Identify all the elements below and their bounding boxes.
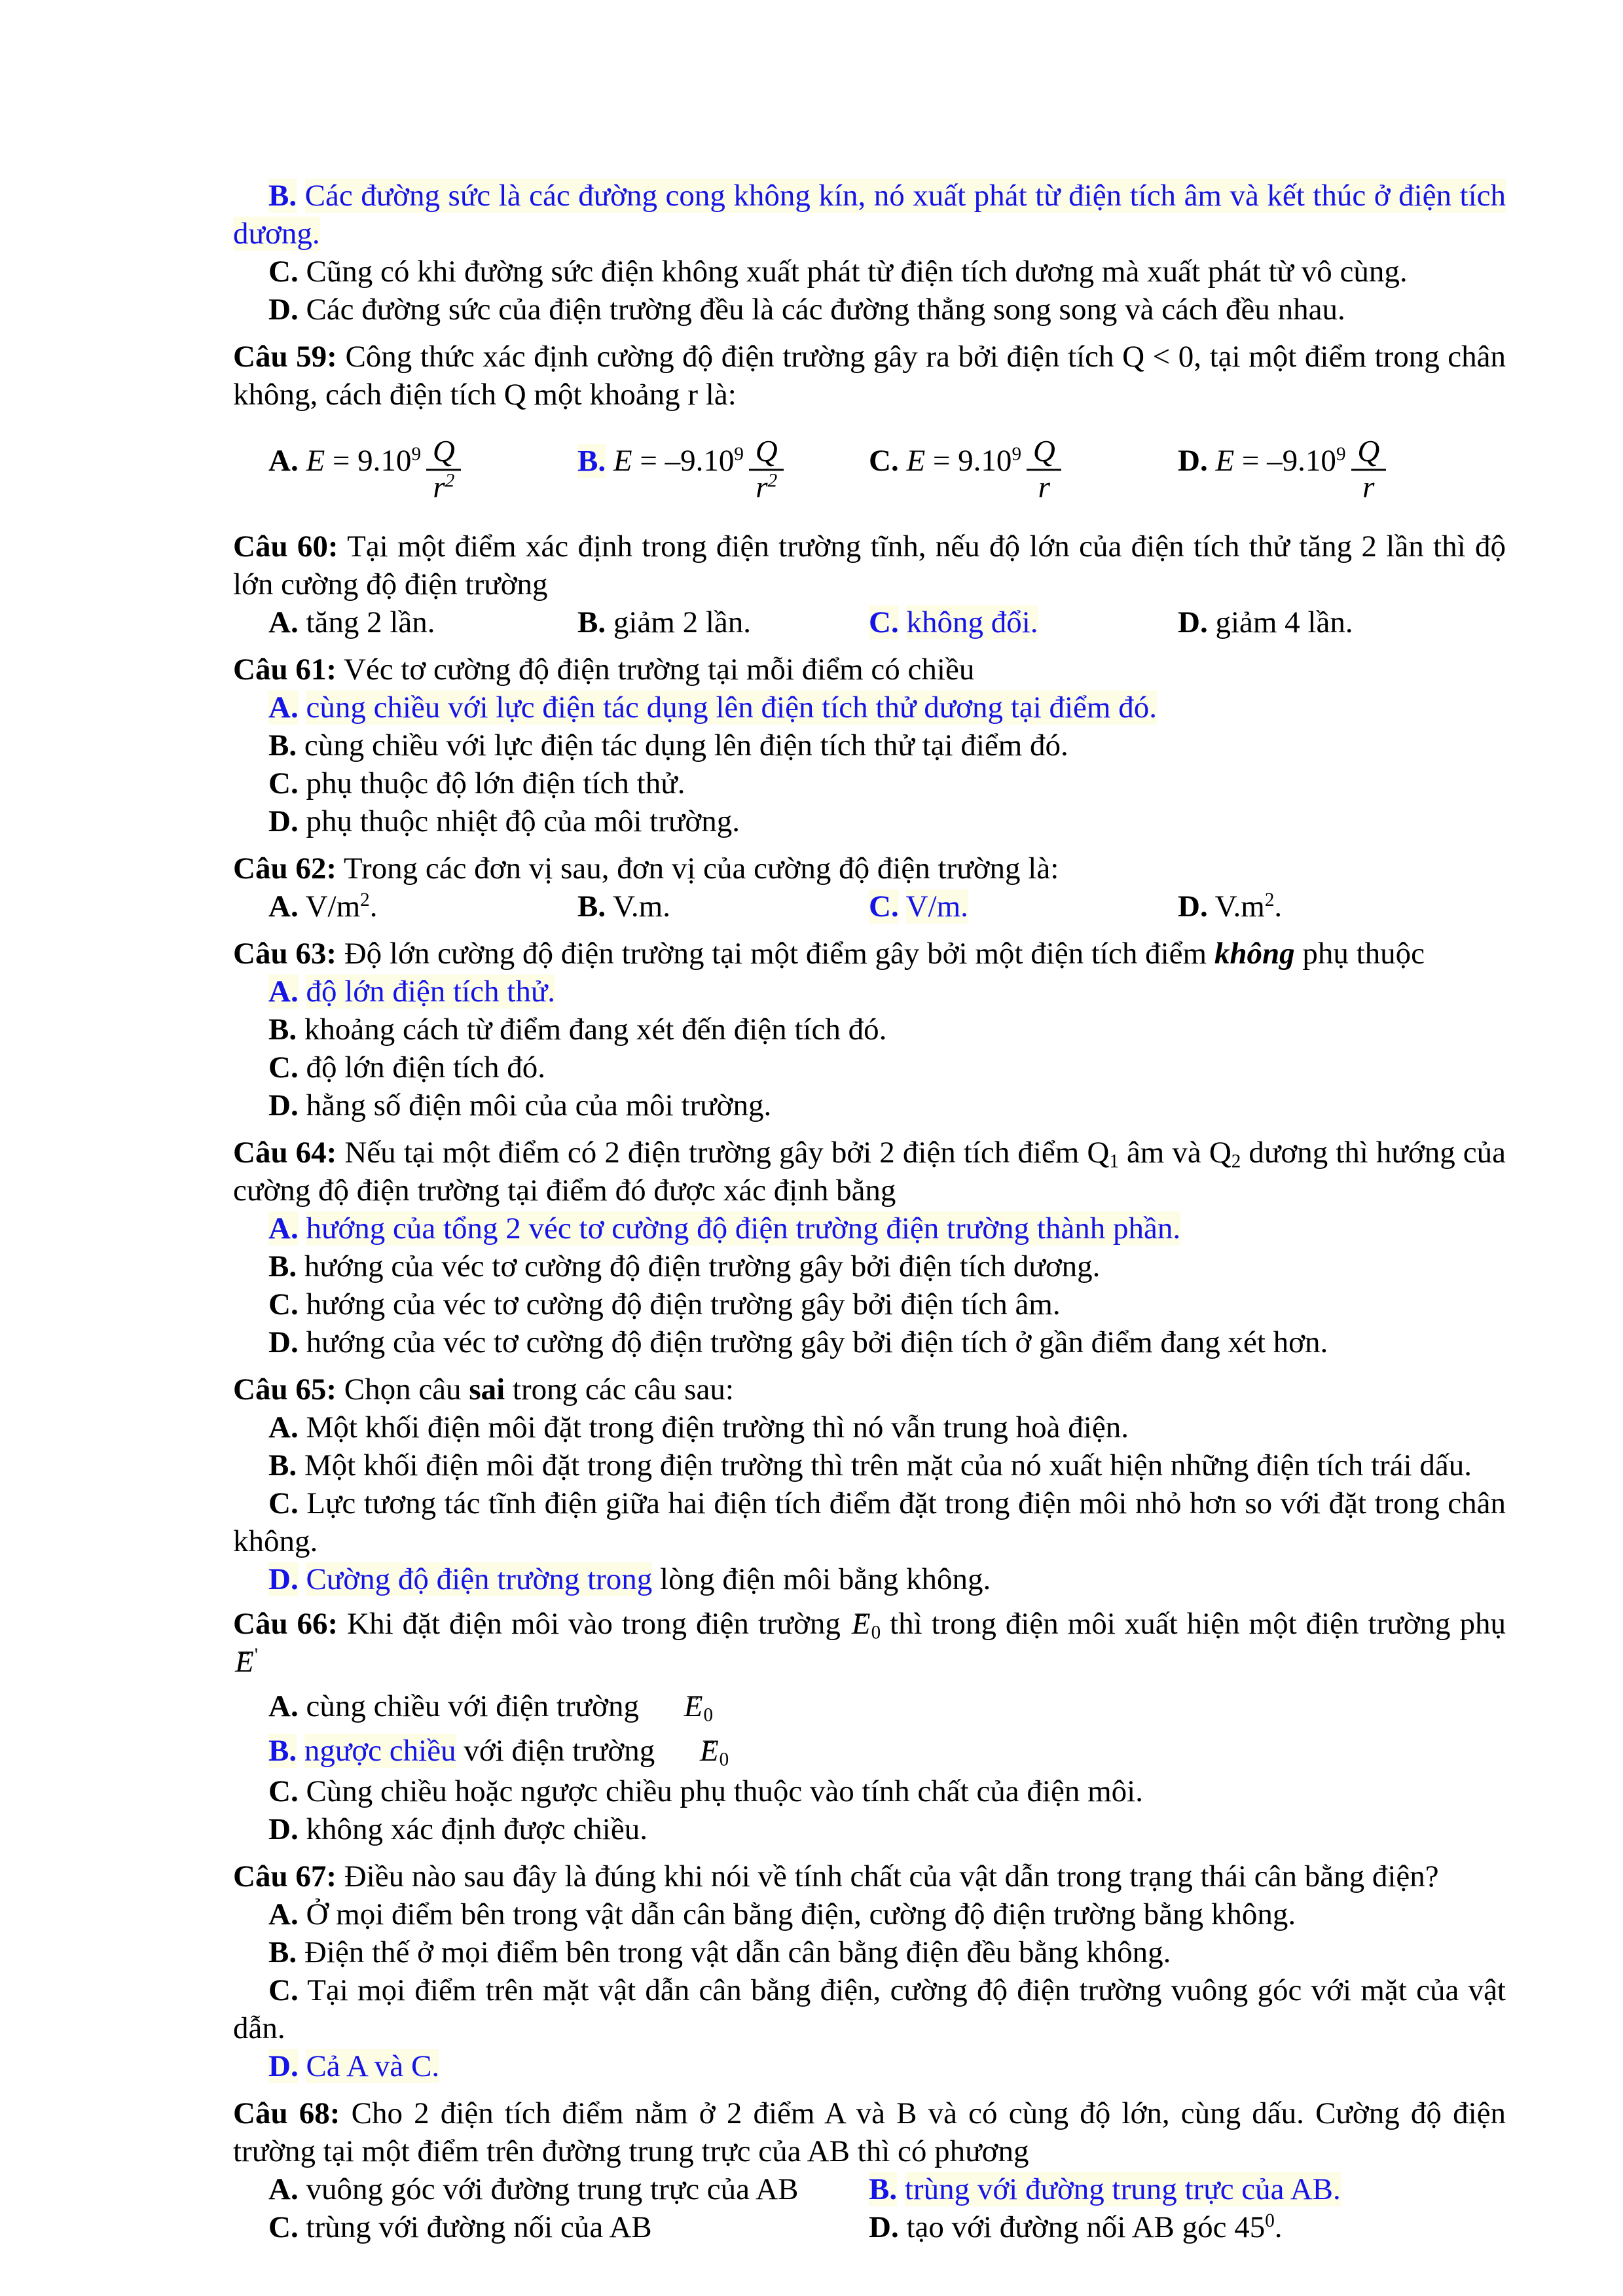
- answer-option: [233, 689, 1506, 726]
- text-segment: 9: [411, 444, 421, 465]
- option-label: D.: [268, 2049, 299, 2083]
- option-label: B.: [268, 1013, 297, 1047]
- text-segment: V.m.: [613, 889, 670, 924]
- option-label: C.: [268, 1287, 299, 1321]
- question-paragraph: [233, 1857, 1506, 1895]
- fraction: $\frac{Q}{r^2}$: [749, 435, 784, 503]
- vector-symbol: → $E_0$: [850, 1607, 881, 1641]
- text-segment: 1: [1109, 1151, 1119, 1172]
- question-paragraph: [233, 1371, 1506, 1408]
- question-paragraph: [233, 2094, 1506, 2170]
- text-segment: 2: [1264, 889, 1275, 910]
- options-row: [233, 888, 1506, 925]
- option-label: D.: [1178, 605, 1208, 639]
- text-segment: .: [1274, 889, 1283, 924]
- answer-option: [268, 2170, 798, 2208]
- vector-symbol: → $E_0$: [647, 1689, 713, 1723]
- option-label: A.: [268, 605, 299, 639]
- text-segment: giảm 2 lần.: [613, 605, 752, 639]
- fraction: $\frac{Q}{r}$: [1351, 435, 1386, 503]
- text-segment: 0: [1265, 2210, 1275, 2231]
- text-segment: Công thức xác định cường độ điện trường gây ra bởi điện tích Q < 0, tại một điểm trong chân không, cách điện tích Q một khoảng r là:: [233, 340, 1506, 412]
- answer-option: [1178, 435, 1386, 503]
- text-segment: âm và Q: [1118, 1136, 1231, 1170]
- text-segment: V/m.: [905, 889, 968, 924]
- option-label: A.: [268, 444, 299, 478]
- exam-body: [233, 177, 1506, 2246]
- option-label: B.: [268, 1448, 297, 1482]
- answer-option: [233, 2047, 1506, 2085]
- text-segment: 9: [734, 444, 744, 465]
- option-label: A.: [268, 691, 299, 725]
- text-segment: .: [369, 889, 378, 924]
- question-label: Câu 64:: [233, 1136, 337, 1170]
- answer-option: [869, 435, 1061, 503]
- option-label: B.: [577, 605, 606, 639]
- text-segment: Cường độ điện trường trong: [306, 1562, 653, 1596]
- text-segment: hằng số điện môi của của môi trường.: [306, 1088, 772, 1122]
- question-paragraph: [233, 935, 1506, 973]
- text-segment: Một khối điện môi đặt trong điện trường thì nó vẫn trung hoà điện.: [306, 1410, 1129, 1444]
- text-segment: = –9.10: [632, 444, 735, 478]
- option-label: A.: [268, 1897, 299, 1931]
- text-segment: Các đường sức của điện trường đều là các đường thẳng song song và cách đều nhau.: [306, 293, 1345, 327]
- answer-option: [869, 2208, 1283, 2246]
- answer-option: [233, 1247, 1506, 1285]
- text-segment: tạo với đường nối AB góc 45: [906, 2210, 1266, 2244]
- options-row: [233, 2208, 1506, 2246]
- text-segment: hướng của véc tơ cường độ điện trường gây bởi điện tích âm.: [306, 1287, 1061, 1321]
- option-label: A.: [268, 1211, 299, 1246]
- text-segment: không xác định được chiều.: [306, 1812, 647, 1846]
- text-segment: không đổi.: [906, 605, 1038, 639]
- answer-option: [233, 1732, 1506, 1770]
- answer-option: [577, 603, 751, 641]
- text-segment: thì trong điện môi xuất hiện một điện trường phụ: [881, 1607, 1506, 1641]
- text-segment: phụ thuộc: [1294, 937, 1425, 971]
- question-paragraph: [233, 850, 1506, 888]
- question-paragraph: [233, 338, 1506, 414]
- answer-option: [268, 2208, 652, 2246]
- text-segment: Tại một điểm xác định trong điện trường tĩnh, nếu độ lớn của điện tích thử tăng 2 lần thì độ lớn cường độ điện trường: [233, 529, 1506, 601]
- answer-option: [233, 1810, 1506, 1848]
- text-segment: phụ thuộc nhiệt độ của môi trường.: [306, 804, 740, 838]
- answer-option: [233, 1446, 1506, 1484]
- option-label: D.: [1178, 889, 1208, 924]
- answer-option: [233, 1687, 1506, 1725]
- answer-option: [233, 1895, 1506, 1933]
- answer-option: [233, 177, 1506, 253]
- answer-option: [869, 603, 1038, 641]
- option-label: D.: [268, 1325, 299, 1359]
- text-segment: hướng của véc tơ cường độ điện trường gây bởi điện tích dương.: [304, 1249, 1101, 1283]
- option-label: C.: [268, 1973, 299, 2007]
- text-segment: 2: [360, 889, 370, 910]
- option-label: B.: [268, 1249, 297, 1283]
- question-label: Câu 63:: [233, 937, 337, 971]
- question-paragraph: [233, 1134, 1506, 1210]
- text-segment: vuông góc với đường trung trực của AB: [306, 2172, 799, 2206]
- option-label: C.: [869, 444, 899, 478]
- option-label: B.: [268, 1935, 297, 1969]
- text-segment: hướng của véc tơ cường độ điện trường gây bởi điện tích ở gần điểm đang xét hơn.: [306, 1325, 1328, 1359]
- text-segment: độ lớn điện tích thử.: [306, 975, 556, 1009]
- text-segment: Véc tơ cường độ điện trường tại mỗi điểm có chiều: [343, 653, 975, 687]
- text-segment: = –9.10: [1234, 444, 1336, 478]
- answer-option: [233, 1049, 1506, 1086]
- text-segment: dương thì hướng của cường độ điện trường tại điểm đó được xác định bằng: [233, 1136, 1506, 1208]
- option-label: B.: [268, 179, 297, 213]
- text-segment: Nếu tại một điểm có 2 điện trường gây bởi 2 điện tích điểm Q: [344, 1136, 1110, 1170]
- answer-option: [233, 1971, 1506, 2047]
- text-segment: 2: [1231, 1151, 1241, 1172]
- options-row: [233, 603, 1506, 641]
- text-segment: trùng với đường trung trực của AB.: [904, 2172, 1341, 2206]
- text-segment: = 9.10: [325, 444, 412, 478]
- text-segment: Cho 2 điện tích điểm nằm ở 2 điểm A và B và có cùng độ lớn, cùng dấu. Cường độ điện trường tại một điểm trên đường trung trực của AB thì có phương: [233, 2096, 1506, 2168]
- text-segment: Cả A và C.: [306, 2049, 440, 2083]
- question-paragraph: [233, 528, 1506, 603]
- option-label: B.: [577, 889, 606, 924]
- text-segment: 9: [1012, 444, 1021, 465]
- question-label: Câu 62:: [233, 852, 337, 886]
- text-segment: cùng chiều với lực điện tác dụng lên điện tích thử tại điểm đó.: [304, 728, 1068, 762]
- option-label: B.: [268, 1734, 297, 1768]
- text-segment: trùng với đường nối của AB: [306, 2210, 652, 2244]
- answer-option: [1178, 603, 1353, 641]
- question-paragraph: [233, 651, 1506, 689]
- answer-option: [233, 1210, 1506, 1247]
- text-segment: Ở mọi điểm bên trong vật dẫn cân bằng điện, cường độ điện trường bằng không.: [306, 1897, 1296, 1931]
- text-segment: E: [906, 444, 926, 478]
- answer-option: [233, 764, 1506, 802]
- answer-option: [233, 1408, 1506, 1446]
- answer-option: [233, 802, 1506, 840]
- text-segment: Tại mọi điểm trên mặt vật dẫn cân bằng điện, cường độ điện trường vuông góc với mặt của vật dẫn.: [233, 1973, 1506, 2045]
- answer-option: [233, 1086, 1506, 1124]
- text-segment: Chọn câu: [344, 1372, 469, 1407]
- option-label: A.: [268, 1410, 299, 1444]
- text-segment: 9: [1336, 444, 1346, 465]
- text-segment: sai: [469, 1372, 505, 1407]
- answer-option: [577, 888, 670, 925]
- answer-option: [268, 888, 377, 925]
- text-segment: độ lớn điện tích đó.: [306, 1050, 546, 1085]
- option-label: C.: [268, 2210, 299, 2244]
- answer-option: [233, 1772, 1506, 1810]
- answer-option: [233, 1323, 1506, 1361]
- text-segment: E: [613, 444, 632, 478]
- text-segment: Lực tương tác tĩnh điện giữa hai điện tích điểm đặt trong điện môi nhỏ hơn so với đặt trong chân không.: [233, 1486, 1506, 1558]
- option-label: D.: [268, 1812, 299, 1846]
- text-segment: khoảng cách từ điểm đang xét đến điện tích đó.: [304, 1013, 887, 1047]
- answer-option: [233, 1933, 1506, 1971]
- question-label: Câu 60:: [233, 529, 338, 564]
- question-label: Câu 65:: [233, 1372, 337, 1407]
- option-label: D.: [268, 804, 299, 838]
- question-label: Câu 68:: [233, 2096, 340, 2130]
- option-label: C.: [869, 605, 899, 639]
- text-segment: Khi đặt điện môi vào trong điện trường: [347, 1607, 850, 1641]
- text-segment: tăng 2 lần.: [306, 605, 435, 639]
- question-label: Câu 61:: [233, 653, 337, 687]
- text-segment: Cùng chiều hoặc ngược chiều phụ thuộc vào tính chất của điện môi.: [306, 1774, 1143, 1808]
- vector-symbol: → E': [233, 1645, 258, 1679]
- options-row: [233, 2170, 1506, 2208]
- option-label: C.: [268, 766, 299, 800]
- answer-option: [577, 435, 784, 503]
- answer-option: [233, 1484, 1506, 1560]
- answer-option: [233, 973, 1506, 1011]
- text-segment: Điều nào sau đây là đúng khi nói về tính chất của vật dẫn trong trạng thái cân bằng điện?: [344, 1859, 1439, 1893]
- answer-option: [869, 888, 968, 925]
- text-segment: cùng chiều với điện trường: [306, 1689, 647, 1723]
- answer-option: [233, 253, 1506, 291]
- text-segment: Một khối điện môi đặt trong điện trường thì trên mặt của nó xuất hiện những điện tích trái dấu.: [304, 1448, 1472, 1482]
- option-label: C.: [268, 255, 299, 289]
- answer-option: [233, 1285, 1506, 1323]
- text-segment: Trong các đơn vị sau, đơn vị của cường độ điện trường là:: [343, 852, 1059, 886]
- option-label: B.: [268, 728, 297, 762]
- answer-option: [233, 1560, 1506, 1598]
- option-label: C.: [268, 1050, 299, 1085]
- answer-option: [268, 603, 435, 641]
- text-segment: giảm 4 lần.: [1215, 605, 1353, 639]
- answer-option: [268, 435, 461, 503]
- text-segment: = 9.10: [925, 444, 1012, 478]
- text-segment: cùng chiều với lực điện tác dụng lên điện tích thử dương tại điểm đó.: [306, 691, 1157, 725]
- text-segment: hướng của tổng 2 véc tơ cường độ điện trường điện trường thành phần.: [306, 1211, 1181, 1246]
- text-segment: E: [1215, 444, 1235, 478]
- option-label: C.: [268, 1486, 299, 1520]
- answer-option: [233, 291, 1506, 329]
- vector-symbol: → $E_0$: [663, 1734, 729, 1768]
- option-label: C.: [268, 1774, 299, 1808]
- text-segment: ngược chiều: [304, 1734, 456, 1768]
- text-segment: không: [1214, 937, 1295, 971]
- answer-option: [233, 1011, 1506, 1049]
- text-segment: Các đường sức là các đường cong không kín, nó xuất phát từ điện tích âm và kết thúc ở điện tích dương.: [233, 179, 1506, 251]
- option-label: B.: [869, 2172, 898, 2206]
- fraction: $\frac{Q}{r^2}$: [426, 435, 461, 503]
- text-segment: V/m: [305, 889, 361, 924]
- option-label: D.: [268, 1562, 299, 1596]
- question-label: Câu 66:: [233, 1607, 338, 1641]
- text-segment: Độ lớn cường độ điện trường tại một điểm gây bởi một điện tích điểm: [344, 937, 1214, 971]
- option-label: A.: [268, 889, 299, 924]
- answer-option: [869, 2170, 1341, 2208]
- fraction: $\frac{Q}{r}$: [1027, 435, 1061, 503]
- text-segment: .: [1274, 2210, 1283, 2244]
- option-label: D.: [268, 293, 299, 327]
- option-label: D.: [1178, 444, 1208, 478]
- text-segment: lòng điện môi bằng không.: [652, 1562, 991, 1596]
- text-segment: phụ thuộc độ lớn điện tích thử.: [306, 766, 685, 800]
- option-label: A.: [268, 1689, 299, 1723]
- answer-option: [1178, 888, 1282, 925]
- option-label: D.: [268, 1088, 299, 1122]
- option-label: A.: [268, 2172, 299, 2206]
- text-segment: với điện trường: [456, 1734, 663, 1768]
- text-segment: Điện thế ở mọi điểm bên trong vật dẫn cân bằng điện đều bằng không.: [304, 1935, 1171, 1969]
- question-label: Câu 67:: [233, 1859, 337, 1893]
- text-segment: Cũng có khi đường sức điện không xuất phát từ điện tích dương mà xuất phát từ vô cùng.: [306, 255, 1408, 289]
- option-label: D.: [869, 2210, 899, 2244]
- text-segment: V.m: [1214, 889, 1265, 924]
- question-paragraph: [233, 1605, 1506, 1681]
- question-label: Câu 59:: [233, 340, 337, 374]
- answer-option: [233, 726, 1506, 764]
- option-label: B.: [577, 444, 606, 478]
- text-segment: trong các câu sau:: [505, 1372, 734, 1407]
- option-label: A.: [268, 975, 299, 1009]
- options-row: [233, 420, 1506, 518]
- option-label: C.: [869, 889, 899, 924]
- text-segment: E: [306, 444, 325, 478]
